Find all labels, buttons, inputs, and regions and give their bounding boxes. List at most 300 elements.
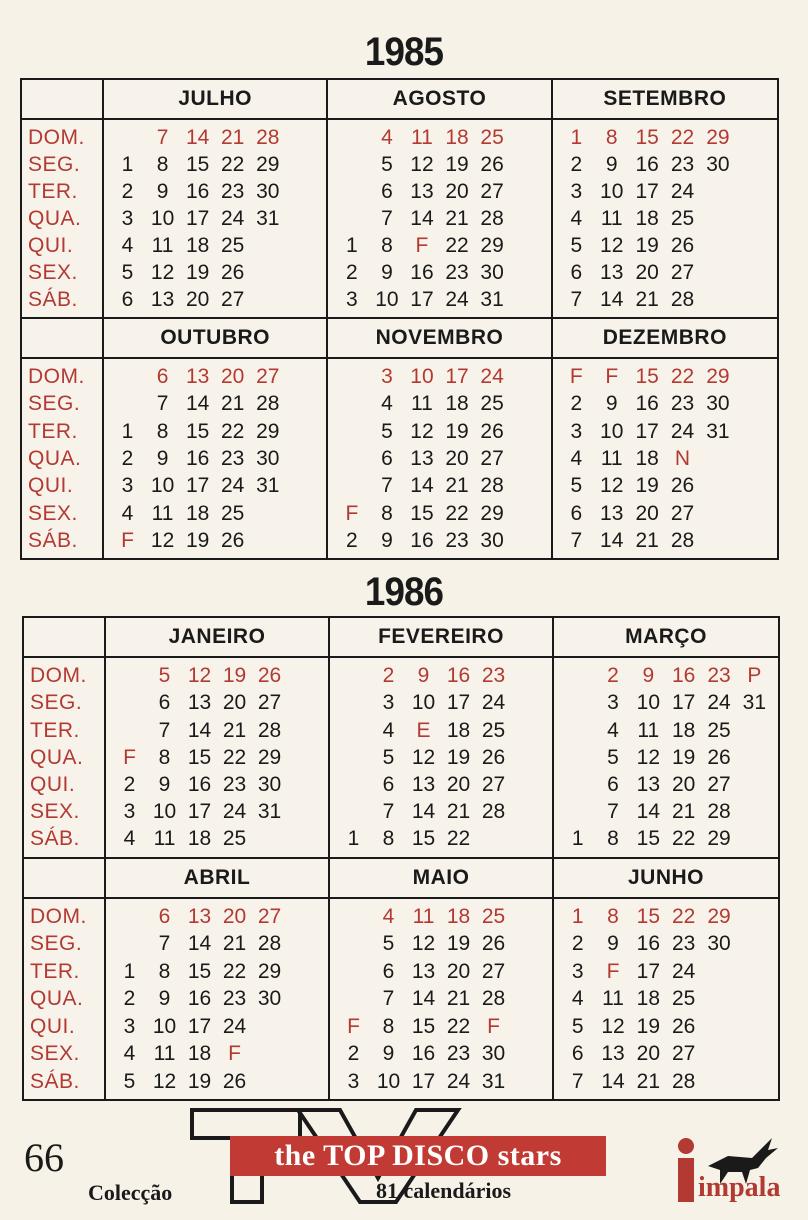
day-cell: 14 bbox=[600, 528, 624, 552]
day-cell bbox=[511, 1068, 546, 1096]
day-cell: 5 bbox=[121, 261, 134, 284]
day-cell bbox=[510, 232, 545, 259]
day-cell: 10 bbox=[150, 207, 175, 230]
day-cell: 14 bbox=[600, 288, 624, 311]
day-cell bbox=[737, 1013, 772, 1041]
weekday-label: QUA. bbox=[28, 446, 82, 470]
day-cell: 26 bbox=[480, 153, 504, 176]
day-cell bbox=[511, 903, 546, 931]
month-fevereiro bbox=[330, 618, 554, 857]
month-name: FEVEREIRO bbox=[330, 618, 552, 658]
day-cell: 7 bbox=[570, 288, 583, 311]
day-cell bbox=[511, 716, 546, 743]
day-cell: 12 bbox=[410, 419, 434, 443]
month-abril bbox=[106, 859, 330, 1100]
day-cell: 7 bbox=[381, 474, 393, 498]
day-cell bbox=[736, 286, 771, 313]
day-cell: 3 bbox=[346, 288, 358, 311]
day-cell: 25 bbox=[670, 207, 695, 230]
day-cell: 25 bbox=[481, 904, 506, 928]
day-cell: 20 bbox=[222, 904, 247, 928]
day-cell: 31 bbox=[706, 419, 730, 443]
weekday-label: DOM. bbox=[30, 664, 87, 688]
day-cell: 9 bbox=[605, 153, 618, 176]
day-cell: 24 bbox=[445, 288, 469, 311]
day-cell: 16 bbox=[411, 1042, 436, 1066]
day-cell: 23 bbox=[445, 261, 469, 284]
day-cell: 20 bbox=[445, 446, 469, 470]
day-cell bbox=[700, 205, 735, 232]
publisher-name: impala bbox=[698, 1172, 781, 1203]
day-cell: 22 bbox=[445, 501, 469, 525]
day-cell: 24 bbox=[670, 419, 695, 443]
day-cell bbox=[560, 662, 595, 689]
day-cell: 18 bbox=[187, 827, 212, 851]
day-cell: 20 bbox=[635, 261, 659, 284]
month-julho bbox=[104, 80, 328, 317]
weekday-header-spacer bbox=[22, 80, 102, 120]
day-cell: 30 bbox=[481, 1042, 506, 1066]
day-cell bbox=[737, 1040, 772, 1068]
day-cell: 20 bbox=[446, 772, 471, 796]
day-cell: 13 bbox=[150, 288, 175, 311]
day-cell: 29 bbox=[480, 234, 504, 257]
day-cell: 11 bbox=[151, 501, 174, 525]
day-cell: 9 bbox=[417, 664, 430, 688]
day-cell bbox=[336, 771, 371, 798]
day-cell bbox=[736, 205, 771, 232]
day-cell: F bbox=[487, 1014, 500, 1038]
day-cell: 28 bbox=[481, 800, 506, 824]
calendar-1986 bbox=[22, 616, 780, 1101]
day-cell: 30 bbox=[256, 446, 280, 470]
day-cell: 15 bbox=[636, 827, 660, 851]
day-cell: 20 bbox=[636, 1042, 660, 1066]
day-cell: 14 bbox=[601, 1069, 625, 1093]
day-cell: 23 bbox=[707, 664, 731, 688]
day-cell: 13 bbox=[600, 261, 624, 284]
day-cell: 27 bbox=[671, 1042, 696, 1066]
month-name: JULHO bbox=[104, 80, 326, 120]
day-cell: 11 bbox=[412, 904, 435, 928]
day-cell bbox=[336, 985, 371, 1013]
day-cell: 12 bbox=[411, 745, 436, 769]
day-cell: 16 bbox=[635, 392, 659, 416]
calendar-1985 bbox=[20, 78, 779, 560]
day-cell: 23 bbox=[221, 180, 245, 203]
day-cell: 3 bbox=[570, 419, 583, 443]
month-março bbox=[554, 618, 778, 857]
day-cell: 24 bbox=[446, 1069, 471, 1093]
day-cell: 3 bbox=[123, 800, 136, 824]
weekday-label: SEX. bbox=[30, 1042, 80, 1066]
month-name: AGOSTO bbox=[328, 80, 550, 120]
day-cell: 10 bbox=[150, 474, 175, 498]
day-cell bbox=[511, 825, 546, 852]
weekday-label: QUI. bbox=[28, 474, 74, 498]
day-cell: 26 bbox=[222, 1069, 247, 1093]
day-cell: 16 bbox=[671, 664, 696, 688]
day-cell: 8 bbox=[158, 959, 171, 983]
calendar-row bbox=[22, 319, 777, 558]
day-cell: 22 bbox=[222, 745, 247, 769]
day-cell: 28 bbox=[480, 474, 504, 498]
day-cell bbox=[737, 903, 772, 931]
day-cell: 19 bbox=[635, 474, 659, 498]
weekday-label: TER. bbox=[28, 419, 78, 443]
day-cell bbox=[736, 232, 771, 259]
day-cell: 16 bbox=[446, 664, 471, 688]
day-cell: 14 bbox=[410, 474, 434, 498]
day-cell: 6 bbox=[156, 365, 169, 389]
day-cell: 8 bbox=[156, 153, 169, 176]
day-cell bbox=[110, 124, 145, 151]
day-cell: 17 bbox=[187, 800, 212, 824]
day-cell: 12 bbox=[411, 932, 436, 956]
day-cell bbox=[510, 499, 545, 526]
day-cell bbox=[285, 472, 320, 499]
day-cell: F bbox=[415, 234, 429, 257]
day-cell: 30 bbox=[257, 772, 282, 796]
day-cell bbox=[511, 1040, 546, 1068]
day-cell: 16 bbox=[187, 772, 212, 796]
day-cell: 25 bbox=[480, 392, 504, 416]
day-cell: 29 bbox=[706, 126, 730, 149]
day-cell: 13 bbox=[410, 446, 434, 470]
day-cell bbox=[737, 798, 772, 825]
day-cell: 15 bbox=[411, 1014, 436, 1038]
day-cell bbox=[336, 716, 371, 743]
day-cell: 14 bbox=[410, 207, 434, 230]
day-cell: 4 bbox=[382, 904, 395, 928]
day-cell: 5 bbox=[570, 474, 583, 498]
day-cell bbox=[701, 958, 736, 986]
day-cell: 18 bbox=[635, 207, 659, 230]
day-cell: 5 bbox=[158, 664, 171, 688]
day-cell: 2 bbox=[346, 261, 358, 284]
day-cell: 2 bbox=[347, 1042, 360, 1066]
day-cell: 10 bbox=[636, 691, 660, 715]
day-cell: 3 bbox=[123, 1014, 136, 1038]
day-cell: 23 bbox=[221, 446, 245, 470]
day-cell: 17 bbox=[636, 959, 660, 983]
day-cell: 28 bbox=[256, 126, 280, 149]
day-cell bbox=[511, 798, 546, 825]
day-cell: 30 bbox=[480, 528, 504, 552]
day-cell: 5 bbox=[381, 419, 393, 443]
day-cell: 4 bbox=[570, 446, 583, 470]
day-cell: 27 bbox=[221, 288, 245, 311]
day-cell: 22 bbox=[670, 126, 695, 149]
day-cell: 3 bbox=[121, 474, 134, 498]
day-cell: 15 bbox=[187, 745, 212, 769]
weekday-header-spacer bbox=[22, 319, 102, 359]
day-cell bbox=[287, 716, 322, 743]
day-cell: 7 bbox=[158, 932, 171, 956]
day-cell: 29 bbox=[707, 904, 731, 928]
day-cell: 15 bbox=[187, 959, 212, 983]
day-cell: 22 bbox=[671, 904, 696, 928]
day-cell: 10 bbox=[152, 1014, 177, 1038]
day-cell: 22 bbox=[670, 365, 695, 389]
day-cell: 18 bbox=[671, 718, 696, 742]
day-cell: 11 bbox=[411, 126, 433, 149]
day-cell: 8 bbox=[382, 827, 395, 851]
day-cell: 17 bbox=[635, 419, 659, 443]
day-cell: 30 bbox=[706, 392, 730, 416]
day-cell: 28 bbox=[480, 207, 504, 230]
day-cell bbox=[110, 363, 145, 390]
day-cell bbox=[287, 798, 322, 825]
day-cell: 19 bbox=[635, 234, 659, 257]
day-cell bbox=[336, 903, 371, 931]
month-name: DEZEMBRO bbox=[553, 319, 777, 359]
day-cell: 4 bbox=[570, 207, 583, 230]
collection-label: Colecção bbox=[88, 1180, 173, 1205]
day-cell: 11 bbox=[151, 234, 174, 257]
month-junho bbox=[554, 859, 778, 1100]
day-cell bbox=[737, 1068, 772, 1096]
day-cell: 23 bbox=[222, 987, 247, 1011]
day-cell: 28 bbox=[670, 528, 695, 552]
day-cell bbox=[736, 151, 771, 178]
day-cell bbox=[287, 1068, 322, 1096]
day-cell: 4 bbox=[123, 1042, 136, 1066]
day-cell: 7 bbox=[381, 207, 393, 230]
day-cell: 2 bbox=[607, 664, 619, 688]
day-cell: 12 bbox=[150, 261, 175, 284]
month-name: NOVEMBRO bbox=[328, 319, 550, 359]
month-dezembro bbox=[553, 319, 777, 558]
day-cell bbox=[285, 499, 320, 526]
day-cell: 15 bbox=[636, 904, 660, 928]
day-cell bbox=[737, 930, 772, 958]
day-cell: 17 bbox=[671, 691, 696, 715]
day-cell: 7 bbox=[571, 1069, 584, 1093]
brand-banner: the TOP DISCO stars bbox=[230, 1136, 606, 1176]
day-cell bbox=[287, 903, 322, 931]
day-cell: 27 bbox=[481, 959, 506, 983]
day-cell: 11 bbox=[602, 987, 624, 1011]
day-cell: 27 bbox=[481, 772, 506, 796]
day-cell: 24 bbox=[222, 800, 247, 824]
weekday-label: TER. bbox=[30, 959, 80, 983]
day-cell: 4 bbox=[121, 234, 134, 257]
day-cell: 19 bbox=[446, 745, 471, 769]
day-cell bbox=[285, 178, 320, 205]
day-cell: 16 bbox=[635, 153, 659, 176]
day-cell bbox=[511, 930, 546, 958]
day-cell: 21 bbox=[446, 800, 471, 824]
day-cell bbox=[511, 985, 546, 1013]
day-cell: 21 bbox=[221, 392, 245, 416]
day-cell: 2 bbox=[570, 153, 583, 176]
day-cell: 15 bbox=[410, 501, 434, 525]
day-cell: 15 bbox=[635, 126, 659, 149]
day-cell: 19 bbox=[185, 528, 210, 552]
day-cell: 21 bbox=[445, 474, 469, 498]
day-cell: 22 bbox=[221, 419, 245, 443]
day-cell bbox=[700, 178, 735, 205]
day-cell: 13 bbox=[636, 772, 660, 796]
day-cell: 24 bbox=[481, 691, 506, 715]
day-cell: 25 bbox=[221, 234, 245, 257]
day-cell: 2 bbox=[382, 664, 395, 688]
day-cell bbox=[334, 418, 369, 445]
day-cell: 13 bbox=[411, 959, 436, 983]
day-cell: 21 bbox=[671, 800, 696, 824]
day-cell: 14 bbox=[636, 800, 660, 824]
day-cell bbox=[511, 744, 546, 771]
day-cell bbox=[285, 259, 320, 286]
day-cell: 11 bbox=[411, 392, 433, 416]
day-cell bbox=[510, 363, 545, 390]
day-cell: 23 bbox=[481, 664, 506, 688]
day-cell: 26 bbox=[670, 234, 695, 257]
day-cell: 2 bbox=[123, 987, 136, 1011]
day-cell: 14 bbox=[411, 800, 436, 824]
day-cell: 10 bbox=[410, 365, 434, 389]
day-cell: 6 bbox=[158, 904, 171, 928]
day-cell: 13 bbox=[410, 180, 434, 203]
day-cell: 15 bbox=[411, 827, 436, 851]
day-cell: 30 bbox=[706, 153, 730, 176]
weekday-label: DOM. bbox=[30, 904, 87, 928]
day-cell bbox=[250, 286, 285, 313]
day-cell: 30 bbox=[480, 261, 504, 284]
day-cell bbox=[285, 390, 320, 417]
day-cell: 10 bbox=[376, 1069, 401, 1093]
day-cell: 21 bbox=[635, 288, 659, 311]
day-cell: 10 bbox=[152, 800, 177, 824]
day-cell: 3 bbox=[570, 180, 583, 203]
day-cell bbox=[560, 689, 595, 716]
day-cell: 18 bbox=[185, 234, 210, 257]
weekday-label: QUI. bbox=[28, 234, 74, 257]
weekday-label: TER. bbox=[28, 180, 78, 203]
day-cell: 19 bbox=[636, 1014, 660, 1038]
day-cell: 31 bbox=[256, 207, 280, 230]
weekday-label: SEG. bbox=[28, 153, 81, 176]
day-cell: 4 bbox=[382, 718, 395, 742]
day-cell: 18 bbox=[445, 126, 469, 149]
day-cell bbox=[736, 418, 771, 445]
day-cell bbox=[700, 499, 735, 526]
weekday-label: SÁB. bbox=[28, 288, 78, 311]
day-cell: 30 bbox=[707, 932, 731, 956]
day-cell bbox=[336, 798, 371, 825]
day-cell: 12 bbox=[600, 234, 624, 257]
day-cell: 22 bbox=[445, 234, 469, 257]
day-cell: 4 bbox=[123, 827, 136, 851]
day-cell: 22 bbox=[446, 827, 471, 851]
day-cell: P bbox=[747, 664, 762, 688]
day-cell: 2 bbox=[121, 180, 134, 203]
weekday-label: SEG. bbox=[28, 392, 81, 416]
weekday-label: QUA. bbox=[30, 987, 84, 1011]
day-cell bbox=[287, 825, 322, 852]
day-cell bbox=[287, 1013, 322, 1041]
day-cell: 11 bbox=[637, 718, 660, 742]
day-cell: 25 bbox=[222, 827, 247, 851]
day-cell: 27 bbox=[480, 446, 504, 470]
weekday-label: SEX. bbox=[28, 261, 78, 284]
day-cell bbox=[112, 662, 147, 689]
day-cell: 23 bbox=[670, 153, 695, 176]
day-cell: 5 bbox=[123, 1069, 136, 1093]
day-cell: 6 bbox=[382, 772, 395, 796]
day-cell: 21 bbox=[222, 932, 247, 956]
day-cell: F bbox=[605, 365, 619, 389]
day-cell: 12 bbox=[636, 745, 660, 769]
day-cell bbox=[334, 445, 369, 472]
calendar-row bbox=[24, 618, 778, 859]
day-cell: F bbox=[347, 1014, 360, 1038]
day-cell: 7 bbox=[156, 126, 169, 149]
weekday-label: SÁB. bbox=[28, 528, 78, 552]
weekday-header-spacer bbox=[24, 618, 104, 658]
day-cell bbox=[287, 985, 322, 1013]
day-cell: 17 bbox=[185, 207, 210, 230]
weekday-label: SÁB. bbox=[30, 1069, 80, 1093]
day-cell: 9 bbox=[381, 261, 393, 284]
day-cell: 28 bbox=[481, 987, 506, 1011]
day-cell: 3 bbox=[382, 691, 395, 715]
day-cell bbox=[700, 445, 735, 472]
weekday-label: DOM. bbox=[28, 126, 85, 149]
day-cell: 17 bbox=[411, 1069, 436, 1093]
day-cell: F bbox=[123, 745, 136, 769]
day-cell: 12 bbox=[410, 153, 434, 176]
day-cell: 12 bbox=[152, 1069, 177, 1093]
day-cell: 6 bbox=[158, 691, 171, 715]
card-number: 66 bbox=[24, 1135, 64, 1180]
day-cell bbox=[285, 527, 320, 554]
day-cell: 19 bbox=[446, 932, 471, 956]
day-cell: 16 bbox=[410, 528, 434, 552]
day-cell: 1 bbox=[121, 419, 134, 443]
month-name: SETEMBRO bbox=[553, 80, 777, 120]
day-cell: 27 bbox=[707, 772, 731, 796]
day-cell: F bbox=[228, 1042, 241, 1066]
day-cell: 27 bbox=[670, 501, 695, 525]
day-cell: 27 bbox=[670, 261, 695, 284]
weekday-label: QUA. bbox=[30, 745, 84, 769]
day-cell bbox=[334, 124, 369, 151]
day-cell: 1 bbox=[347, 827, 360, 851]
day-cell: 1 bbox=[123, 959, 136, 983]
day-cell: 19 bbox=[187, 1069, 212, 1093]
day-cell: 26 bbox=[221, 528, 245, 552]
day-cell bbox=[700, 232, 735, 259]
day-cell bbox=[250, 499, 285, 526]
day-cell: 12 bbox=[150, 528, 175, 552]
day-cell bbox=[250, 259, 285, 286]
day-cell: 7 bbox=[607, 800, 619, 824]
day-cell: 16 bbox=[636, 932, 660, 956]
day-cell: 1 bbox=[121, 153, 134, 176]
day-cell: 20 bbox=[185, 288, 210, 311]
day-cell: 24 bbox=[707, 691, 731, 715]
day-cell bbox=[510, 178, 545, 205]
day-cell: 28 bbox=[257, 718, 282, 742]
weekday-label: SÁB. bbox=[30, 827, 80, 851]
day-cell: F bbox=[345, 501, 359, 525]
month-name: MAIO bbox=[330, 859, 552, 899]
day-cell: 4 bbox=[607, 718, 619, 742]
day-cell: 29 bbox=[480, 501, 504, 525]
day-cell: 17 bbox=[410, 288, 434, 311]
